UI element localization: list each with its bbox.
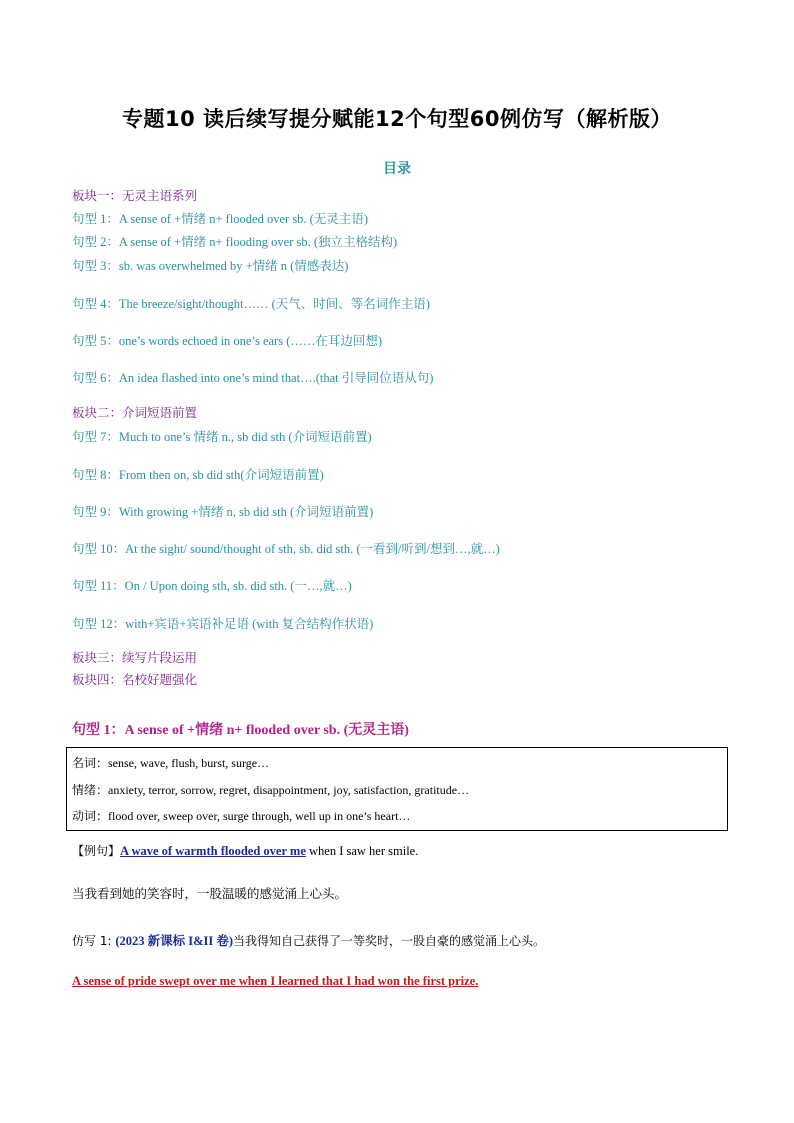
imitation-answer: A sense of pride swept over me when I learned that I had won the first prize. <box>72 974 479 988</box>
vocab-verbs: 动词：flood over, sweep over, surge through, well up in one’s heart… <box>72 809 411 823</box>
vocabulary-box <box>66 747 728 831</box>
vocab-nouns: 名词：sense, wave, flush, burst, surge… <box>72 756 270 770</box>
toc-item-12[interactable]: 句型 12：with+宾语+宾语补足语 (with 复合结构作状语) <box>72 617 374 631</box>
imitation-label: 仿写 1: <box>72 934 116 948</box>
toc-item-1[interactable]: 句型 1：A sense of +情绪 n+ flooded over sb. (无灵主语) <box>72 212 369 226</box>
toc-section-4[interactable]: 板块四：名校好题强化 <box>72 673 198 687</box>
imitation-prompt <box>72 931 545 949</box>
document-title: 专题10 读后续写提分赋能12个句型60例仿写（解析版） <box>122 107 672 131</box>
toc-heading: 目录 <box>383 161 411 177</box>
example-label: 【例句】 <box>72 844 121 858</box>
toc-item-11[interactable]: 句型 11：On / Upon doing sth, sb. did sth. (一…,就…) <box>72 579 352 593</box>
example-rest: when I saw her smile. <box>305 844 419 858</box>
toc-item-3[interactable]: 句型 3：sb. was overwhelmed by +情绪 n (情感表达) <box>72 259 349 273</box>
toc-item-10[interactable]: 句型 10：At the sight/ sound/thought of sth, sb. did sth. (一看到/听到/想到…,就…) <box>72 542 500 556</box>
toc-item-2[interactable]: 句型 2：A sense of +情绪 n+ flooding over sb. (独立主格结构) <box>72 235 398 249</box>
toc-item-6[interactable]: 句型 6：An idea flashed into one’s mind that….(that 引导同位语从句) <box>72 371 434 385</box>
vocab-emotions: 情绪：anxiety, terror, sorrow, regret, disappointment, joy, satisfaction, gratitude… <box>72 783 470 797</box>
example-sentence <box>72 842 418 859</box>
toc-item-8[interactable]: 句型 8：From then on, sb did sth(介词短语前置) <box>72 468 324 482</box>
toc-section-3[interactable]: 板块三：续写片段运用 <box>72 651 198 665</box>
toc-item-4[interactable]: 句型 4：The breeze/sight/thought…… (天气、时间、等名词作主语) <box>72 297 430 311</box>
section-1-heading: 句型 1：A sense of +情绪 n+ flooded over sb. (无灵主语) <box>72 723 409 738</box>
example-highlight: A wave of warmth flooded over me <box>120 844 306 858</box>
toc-item-5[interactable]: 句型 5：one’s words echoed in one’s ears (……在耳边回想) <box>72 334 383 348</box>
toc-section-2[interactable]: 板块二：介词短语前置 <box>72 406 198 420</box>
toc-item-7[interactable]: 句型 7：Much to one’s 情绪 n., sb did sth (介词短语前置) <box>72 430 372 444</box>
toc-item-9[interactable]: 句型 9：With growing +情绪 n, sb did sth (介词短语前置) <box>72 505 374 519</box>
example-translation: 当我看到她的笑容时，一股温暖的感觉涌上心头。 <box>72 886 348 901</box>
imitation-text: 当我得知自己获得了一等奖时，一股自豪的感觉涌上心头。 <box>233 934 546 948</box>
imitation-source: (2023 新课标 I&II 卷) <box>115 934 234 948</box>
toc-section-1[interactable]: 板块一：无灵主语系列 <box>72 189 198 203</box>
